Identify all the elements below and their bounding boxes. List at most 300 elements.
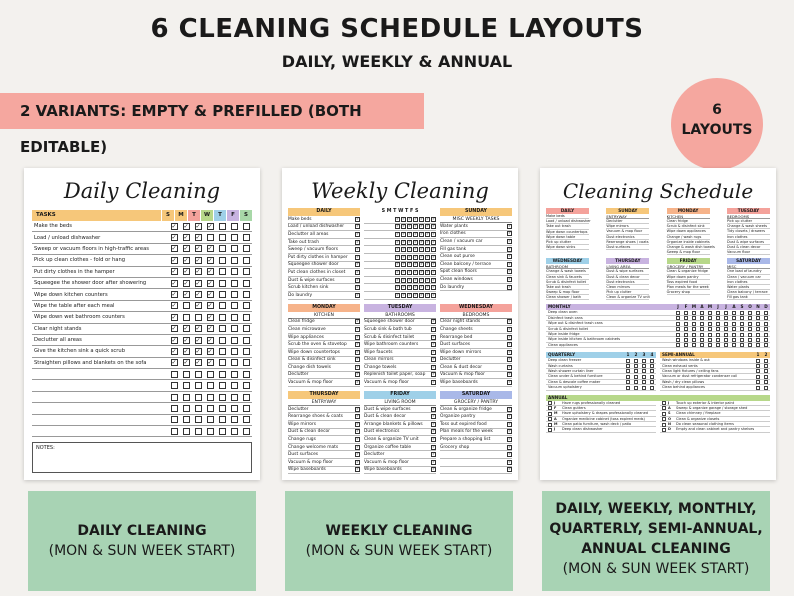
checkbox[interactable]: ✓ (426, 277, 430, 283)
checkbox[interactable]: ✓ (183, 222, 189, 230)
checkbox[interactable]: ✓ (508, 357, 512, 363)
checkbox[interactable] (231, 348, 238, 355)
checkbox[interactable] (195, 416, 202, 423)
checkbox[interactable] (748, 327, 752, 331)
checkbox[interactable]: ✓ (171, 268, 177, 276)
checkbox[interactable]: ✓ (432, 292, 436, 298)
checkbox[interactable]: ✓ (508, 223, 512, 229)
checkbox[interactable] (634, 364, 638, 368)
checkbox[interactable] (748, 333, 752, 337)
checkbox[interactable] (195, 382, 202, 389)
checkbox[interactable]: ✓ (432, 342, 436, 348)
checkbox[interactable] (756, 316, 760, 320)
checkbox[interactable]: ✓ (171, 279, 177, 287)
checkbox[interactable]: ✓ (426, 254, 430, 260)
checkbox[interactable] (219, 268, 226, 275)
checkbox[interactable] (231, 337, 238, 344)
checkbox[interactable]: ✓ (183, 291, 189, 299)
checkbox[interactable] (219, 382, 226, 389)
checkbox[interactable] (684, 333, 688, 337)
checkbox[interactable] (219, 223, 226, 230)
checkbox[interactable] (243, 291, 250, 298)
checkbox[interactable] (219, 405, 226, 412)
checkbox[interactable]: ✓ (356, 292, 360, 298)
checkbox[interactable] (634, 375, 638, 379)
checkbox[interactable]: ✓ (414, 247, 418, 253)
checkbox[interactable] (642, 364, 646, 368)
checkbox[interactable] (740, 333, 744, 337)
checkbox[interactable] (764, 386, 768, 390)
checkbox[interactable]: ✓ (508, 444, 512, 450)
checkbox[interactable]: ✓ (508, 342, 512, 348)
checkbox[interactable]: ✓ (402, 262, 406, 268)
checkbox[interactable] (700, 343, 704, 347)
checkbox[interactable]: ✓ (426, 269, 430, 275)
checkbox[interactable] (764, 333, 768, 337)
checkbox[interactable]: ✓ (408, 285, 412, 291)
checkbox[interactable]: ✓ (396, 277, 400, 283)
checkbox[interactable] (207, 405, 214, 412)
checkbox[interactable]: ✓ (402, 277, 406, 283)
checkbox[interactable] (243, 405, 250, 412)
checkbox[interactable] (692, 327, 696, 331)
checkbox[interactable]: ✓ (402, 216, 406, 222)
checkbox[interactable]: ✓ (432, 372, 436, 378)
checkbox[interactable] (692, 333, 696, 337)
checkbox[interactable]: ✓ (171, 336, 177, 344)
checkbox[interactable] (764, 364, 768, 368)
checkbox[interactable] (724, 327, 728, 331)
checkbox[interactable] (756, 338, 760, 342)
checkbox[interactable] (219, 394, 226, 401)
checkbox[interactable]: ✓ (356, 380, 360, 386)
checkbox[interactable] (634, 359, 638, 363)
checkbox[interactable]: ✓ (432, 380, 436, 386)
checkbox[interactable] (195, 405, 202, 412)
checkbox[interactable] (231, 291, 238, 298)
checkbox[interactable] (676, 327, 680, 331)
checkbox[interactable] (732, 338, 736, 342)
checkbox[interactable]: ✓ (356, 437, 360, 443)
checkbox[interactable] (740, 316, 744, 320)
checkbox[interactable] (740, 327, 744, 331)
checkbox[interactable]: ✓ (508, 459, 512, 465)
checkbox[interactable] (684, 316, 688, 320)
checkbox[interactable] (642, 380, 646, 384)
checkbox[interactable]: ✓ (432, 224, 436, 230)
checkbox[interactable] (626, 359, 630, 363)
checkbox[interactable] (231, 371, 238, 378)
checkbox[interactable] (740, 343, 744, 347)
checkbox[interactable] (650, 369, 654, 373)
checkbox[interactable]: ✓ (414, 216, 418, 222)
checkbox[interactable]: ✓ (171, 313, 177, 321)
checkbox[interactable] (716, 327, 720, 331)
checkbox[interactable] (243, 223, 250, 230)
checkbox[interactable] (756, 333, 760, 337)
checkbox[interactable] (231, 223, 238, 230)
checkbox[interactable] (724, 311, 728, 315)
checkbox[interactable]: ✓ (432, 421, 436, 427)
checkbox[interactable]: ✓ (432, 326, 436, 332)
checkbox[interactable] (676, 333, 680, 337)
checkbox[interactable]: ✓ (183, 268, 189, 276)
checkbox[interactable]: ✓ (356, 334, 360, 340)
checkbox[interactable] (219, 337, 226, 344)
checkbox[interactable] (219, 234, 226, 241)
checkbox[interactable] (243, 302, 250, 309)
checkbox[interactable]: ✓ (356, 262, 360, 268)
checkbox[interactable]: ✓ (207, 359, 213, 367)
checkbox[interactable] (231, 302, 238, 309)
checkbox[interactable]: ✓ (356, 421, 360, 427)
checkbox[interactable]: ✓ (356, 406, 360, 412)
checkbox[interactable]: ✓ (396, 292, 400, 298)
checkbox[interactable]: ✓ (356, 342, 360, 348)
checkbox[interactable]: ✓ (183, 347, 189, 355)
checkbox[interactable]: ✓ (414, 292, 418, 298)
checkbox[interactable] (708, 327, 712, 331)
checkbox[interactable] (724, 333, 728, 337)
checkbox[interactable]: ✓ (432, 285, 436, 291)
checkbox[interactable] (732, 322, 736, 326)
checkbox[interactable]: ✓ (408, 224, 412, 230)
checkbox[interactable]: ✓ (207, 313, 213, 321)
checkbox[interactable] (231, 257, 238, 264)
checkbox[interactable] (183, 405, 190, 412)
checkbox[interactable]: ✓ (432, 414, 436, 420)
checkbox[interactable]: ✓ (402, 247, 406, 253)
checkbox[interactable]: ✓ (356, 467, 360, 473)
checkbox[interactable] (219, 371, 226, 378)
checkbox[interactable] (692, 343, 696, 347)
checkbox[interactable] (716, 343, 720, 347)
checkbox[interactable] (243, 257, 250, 264)
checkbox[interactable] (692, 311, 696, 315)
checkbox[interactable] (243, 428, 250, 435)
checkbox[interactable]: ✓ (408, 231, 412, 237)
checkbox[interactable] (748, 311, 752, 315)
checkbox[interactable] (231, 359, 238, 366)
checkbox[interactable]: ✓ (195, 359, 201, 367)
checkbox[interactable] (748, 316, 752, 320)
checkbox[interactable]: ✓ (356, 319, 360, 325)
checkbox[interactable] (219, 302, 226, 309)
checkbox[interactable]: ✓ (432, 334, 436, 340)
checkbox[interactable]: ✓ (426, 239, 430, 245)
checkbox[interactable]: ✓ (414, 269, 418, 275)
checkbox[interactable]: ✓ (426, 231, 430, 237)
checkbox[interactable] (676, 343, 680, 347)
checkbox[interactable] (219, 348, 226, 355)
checkbox[interactable] (626, 375, 630, 379)
checkbox[interactable]: ✓ (171, 302, 177, 310)
checkbox[interactable] (716, 316, 720, 320)
checkbox[interactable] (243, 280, 250, 287)
checkbox[interactable] (171, 416, 178, 423)
checkbox[interactable]: ✓ (171, 359, 177, 367)
checkbox[interactable]: ✓ (426, 285, 430, 291)
checkbox[interactable] (219, 291, 226, 298)
checkbox[interactable]: ✓ (356, 224, 360, 230)
checkbox[interactable] (700, 333, 704, 337)
checkbox[interactable] (684, 343, 688, 347)
checkbox[interactable] (626, 380, 630, 384)
checkbox[interactable] (764, 380, 768, 384)
checkbox[interactable] (243, 337, 250, 344)
checkbox[interactable] (231, 234, 238, 241)
checkbox[interactable] (207, 382, 214, 389)
checkbox[interactable] (171, 371, 178, 378)
checkbox[interactable]: ✓ (195, 268, 201, 276)
checkbox[interactable] (662, 417, 666, 421)
checkbox[interactable] (219, 245, 226, 252)
checkbox[interactable] (642, 386, 646, 390)
checkbox[interactable]: ✓ (356, 239, 360, 245)
checkbox[interactable] (183, 302, 190, 309)
checkbox[interactable]: ✓ (207, 279, 213, 287)
checkbox[interactable] (231, 382, 238, 389)
checkbox[interactable] (183, 371, 190, 378)
checkbox[interactable]: ✓ (426, 262, 430, 268)
checkbox[interactable] (642, 375, 646, 379)
checkbox[interactable]: ✓ (356, 326, 360, 332)
checkbox[interactable]: ✓ (207, 222, 213, 230)
checkbox[interactable] (548, 417, 552, 421)
checkbox[interactable]: ✓ (508, 349, 512, 355)
checkbox[interactable]: ✓ (420, 269, 424, 275)
checkbox[interactable] (219, 428, 226, 435)
checkbox[interactable]: ✓ (426, 224, 430, 230)
checkbox[interactable] (243, 234, 250, 241)
checkbox[interactable]: ✓ (432, 269, 436, 275)
checkbox[interactable] (700, 327, 704, 331)
checkbox[interactable] (243, 371, 250, 378)
checkbox[interactable] (716, 338, 720, 342)
checkbox[interactable] (231, 394, 238, 401)
checkbox[interactable]: ✓ (195, 325, 201, 333)
checkbox[interactable]: ✓ (356, 285, 360, 291)
checkbox[interactable]: ✓ (508, 406, 512, 412)
checkbox[interactable] (764, 369, 768, 373)
checkbox[interactable] (764, 311, 768, 315)
checkbox[interactable]: ✓ (171, 325, 177, 333)
checkbox[interactable]: ✓ (402, 231, 406, 237)
checkbox[interactable] (740, 338, 744, 342)
checkbox[interactable] (740, 322, 744, 326)
checkbox[interactable]: ✓ (414, 262, 418, 268)
checkbox[interactable] (748, 322, 752, 326)
checkbox[interactable]: ✓ (508, 364, 512, 370)
checkbox[interactable]: ✓ (207, 268, 213, 276)
checkbox[interactable]: ✓ (432, 444, 436, 450)
checkbox[interactable] (195, 394, 202, 401)
checkbox[interactable]: ✓ (356, 452, 360, 458)
checkbox[interactable]: ✓ (195, 279, 201, 287)
checkbox[interactable] (748, 343, 752, 347)
checkbox[interactable] (756, 322, 760, 326)
checkbox[interactable] (650, 364, 654, 368)
checkbox[interactable] (676, 311, 680, 315)
checkbox[interactable] (662, 428, 666, 432)
checkbox[interactable]: ✓ (183, 279, 189, 287)
checkbox[interactable] (676, 316, 680, 320)
checkbox[interactable]: ✓ (408, 269, 412, 275)
checkbox[interactable] (626, 386, 630, 390)
checkbox[interactable]: ✓ (195, 347, 201, 355)
checkbox[interactable] (243, 268, 250, 275)
checkbox[interactable] (740, 311, 744, 315)
checkbox[interactable] (756, 311, 760, 315)
checkbox[interactable] (756, 375, 760, 379)
checkbox[interactable]: ✓ (171, 291, 177, 299)
notes-box[interactable] (32, 442, 252, 473)
checkbox[interactable] (243, 382, 250, 389)
checkbox[interactable]: ✓ (171, 347, 177, 355)
checkbox[interactable]: ✓ (414, 285, 418, 291)
checkbox[interactable]: ✓ (171, 245, 177, 253)
checkbox[interactable]: ✓ (207, 347, 213, 355)
checkbox[interactable]: ✓ (420, 254, 424, 260)
checkbox[interactable] (724, 316, 728, 320)
checkbox[interactable] (764, 322, 768, 326)
checkbox[interactable]: ✓ (508, 246, 512, 252)
checkbox[interactable] (756, 343, 760, 347)
checkbox[interactable]: ✓ (207, 325, 213, 333)
checkbox[interactable]: ✓ (432, 349, 436, 355)
checkbox[interactable]: ✓ (420, 247, 424, 253)
checkbox[interactable]: ✓ (432, 406, 436, 412)
checkbox[interactable]: ✓ (508, 421, 512, 427)
checkbox[interactable]: ✓ (432, 262, 436, 268)
checkbox[interactable]: ✓ (432, 437, 436, 443)
checkbox[interactable] (732, 333, 736, 337)
checkbox[interactable]: ✓ (183, 336, 189, 344)
checkbox[interactable]: ✓ (402, 254, 406, 260)
checkbox[interactable]: ✓ (508, 238, 512, 244)
checkbox[interactable]: ✓ (356, 429, 360, 435)
checkbox[interactable]: ✓ (508, 414, 512, 420)
checkbox[interactable]: ✓ (356, 231, 360, 237)
checkbox[interactable] (662, 406, 666, 410)
checkbox[interactable] (724, 343, 728, 347)
checkbox[interactable]: ✓ (207, 291, 213, 299)
checkbox[interactable] (243, 314, 250, 321)
checkbox[interactable]: ✓ (508, 372, 512, 378)
checkbox[interactable] (548, 401, 552, 405)
checkbox[interactable] (662, 412, 666, 416)
checkbox[interactable]: ✓ (396, 285, 400, 291)
checkbox[interactable] (748, 338, 752, 342)
checkbox[interactable]: ✓ (432, 459, 436, 465)
checkbox[interactable]: ✓ (432, 364, 436, 370)
checkbox[interactable]: ✓ (195, 336, 201, 344)
checkbox[interactable]: ✓ (432, 231, 436, 237)
checkbox[interactable] (650, 380, 654, 384)
checkbox[interactable]: ✓ (432, 216, 436, 222)
checkbox[interactable] (684, 322, 688, 326)
checkbox[interactable]: ✓ (432, 254, 436, 260)
checkbox[interactable]: ✓ (508, 437, 512, 443)
checkbox[interactable]: ✓ (356, 459, 360, 465)
checkbox[interactable] (219, 416, 226, 423)
checkbox[interactable]: ✓ (402, 285, 406, 291)
checkbox[interactable]: ✓ (183, 234, 189, 242)
checkbox[interactable]: ✓ (396, 269, 400, 275)
checkbox[interactable] (243, 359, 250, 366)
checkbox[interactable]: ✓ (508, 319, 512, 325)
checkbox[interactable] (764, 343, 768, 347)
checkbox[interactable] (732, 311, 736, 315)
checkbox[interactable] (548, 406, 552, 410)
checkbox[interactable]: ✓ (508, 429, 512, 435)
checkbox[interactable] (692, 338, 696, 342)
checkbox[interactable]: ✓ (508, 467, 512, 473)
checkbox[interactable]: ✓ (183, 359, 189, 367)
checkbox[interactable]: ✓ (408, 216, 412, 222)
checkbox[interactable]: ✓ (432, 239, 436, 245)
checkbox[interactable]: ✓ (356, 414, 360, 420)
checkbox[interactable]: ✓ (356, 349, 360, 355)
checkbox[interactable] (662, 423, 666, 427)
checkbox[interactable]: ✓ (432, 357, 436, 363)
checkbox[interactable]: ✓ (195, 245, 201, 253)
checkbox[interactable] (662, 401, 666, 405)
checkbox[interactable]: ✓ (414, 231, 418, 237)
checkbox[interactable]: ✓ (356, 254, 360, 260)
checkbox[interactable] (231, 245, 238, 252)
checkbox[interactable] (243, 245, 250, 252)
checkbox[interactable] (231, 268, 238, 275)
checkbox[interactable] (243, 325, 250, 332)
checkbox[interactable]: ✓ (432, 467, 436, 473)
checkbox[interactable]: ✓ (207, 302, 213, 310)
checkbox[interactable]: ✓ (171, 256, 177, 264)
checkbox[interactable] (207, 428, 214, 435)
checkbox[interactable]: ✓ (414, 239, 418, 245)
checkbox[interactable]: ✓ (356, 247, 360, 253)
checkbox[interactable] (207, 394, 214, 401)
checkbox[interactable] (708, 333, 712, 337)
checkbox[interactable] (650, 359, 654, 363)
checkbox[interactable] (219, 325, 226, 332)
checkbox[interactable]: ✓ (508, 380, 512, 386)
checkbox[interactable]: ✓ (432, 429, 436, 435)
checkbox[interactable]: ✓ (402, 239, 406, 245)
checkbox[interactable]: ✓ (420, 277, 424, 283)
checkbox[interactable]: ✓ (414, 254, 418, 260)
checkbox[interactable] (231, 405, 238, 412)
checkbox[interactable]: ✓ (508, 254, 512, 260)
checkbox[interactable]: ✓ (207, 245, 213, 253)
checkbox[interactable] (171, 382, 178, 389)
checkbox[interactable] (676, 338, 680, 342)
checkbox[interactable] (626, 364, 630, 368)
checkbox[interactable]: ✓ (396, 254, 400, 260)
checkbox[interactable]: ✓ (408, 247, 412, 253)
checkbox[interactable]: ✓ (508, 326, 512, 332)
checkbox[interactable]: ✓ (408, 277, 412, 283)
checkbox[interactable]: ✓ (420, 292, 424, 298)
checkbox[interactable] (708, 338, 712, 342)
checkbox[interactable]: ✓ (396, 216, 400, 222)
checkbox[interactable] (183, 394, 190, 401)
checkbox[interactable] (764, 316, 768, 320)
checkbox[interactable]: ✓ (508, 261, 512, 267)
checkbox[interactable]: ✓ (195, 234, 201, 242)
checkbox[interactable] (764, 338, 768, 342)
checkbox[interactable]: ✓ (408, 254, 412, 260)
